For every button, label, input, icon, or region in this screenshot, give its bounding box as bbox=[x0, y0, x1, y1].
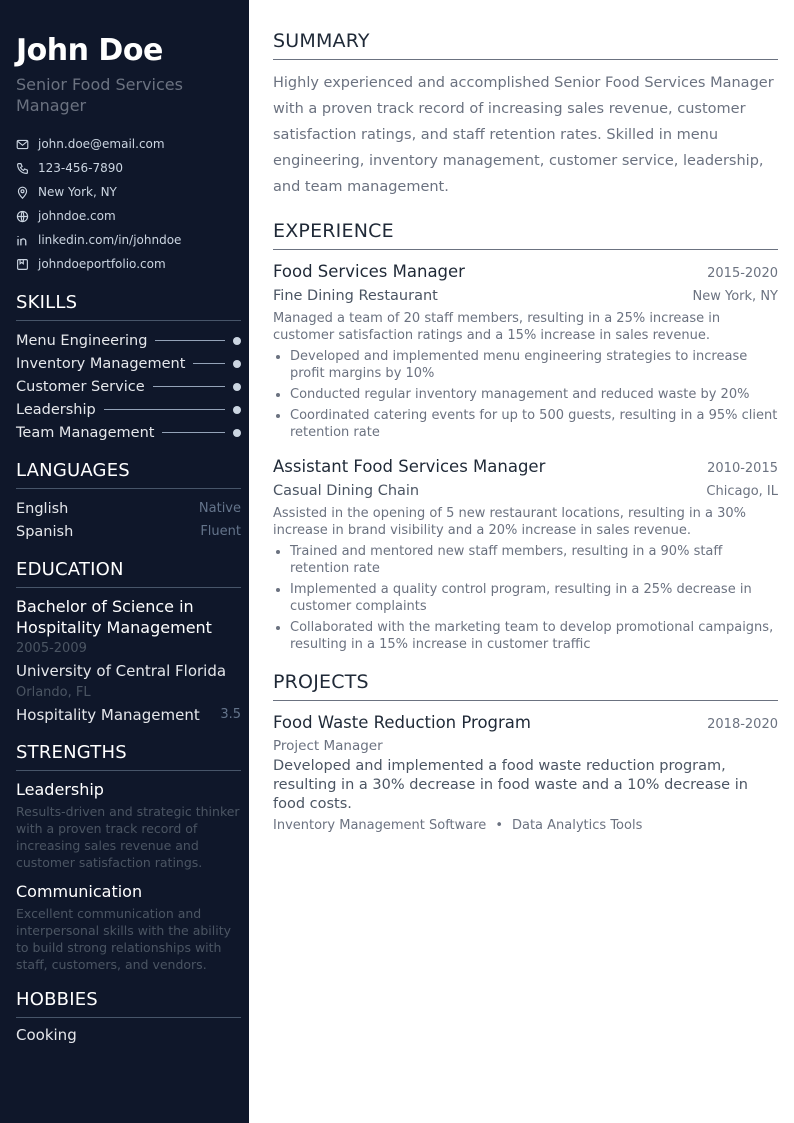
job-bullet: • Conducted regular inventory management and reduced waste by 20% bbox=[290, 386, 778, 403]
language-level: Fluent bbox=[200, 524, 241, 539]
contact-portfolio[interactable] bbox=[16, 252, 241, 276]
job-bullet: • Trained and mentored new staff members, resulting in a 90% staff retention rate bbox=[290, 543, 778, 577]
job-bullet: • Coordinated catering events for up to 500 guests, resulting in a 95% client retention rate bbox=[290, 407, 778, 441]
skill-label: Team Management bbox=[16, 424, 155, 441]
main-content bbox=[249, 0, 794, 1123]
skill-item bbox=[16, 421, 241, 444]
hobby-item: Cooking bbox=[16, 1026, 77, 1044]
strength-title: Leadership bbox=[16, 780, 104, 799]
skill-line bbox=[153, 386, 225, 387]
website-text: johndoe.com bbox=[38, 209, 116, 223]
skill-label: Customer Service bbox=[16, 378, 145, 395]
phone-text: 123-456-7890 bbox=[38, 161, 124, 175]
candidate-name: John Doe bbox=[16, 33, 163, 68]
strengths-heading: STRENGTHS bbox=[16, 742, 241, 771]
contact-linkedin[interactable] bbox=[16, 228, 241, 252]
job-entry bbox=[273, 455, 778, 653]
skills-list bbox=[16, 329, 241, 444]
education-heading: EDUCATION bbox=[16, 559, 241, 588]
education-degree: Bachelor of Science in Hospitality Management bbox=[16, 597, 212, 637]
job-entry bbox=[273, 260, 778, 441]
skill-item bbox=[16, 329, 241, 352]
skill-dot bbox=[233, 429, 241, 437]
skill-item bbox=[16, 352, 241, 375]
map-pin-icon bbox=[16, 186, 29, 199]
project-dates: 2018-2020 bbox=[707, 717, 778, 732]
hobbies-heading: HOBBIES bbox=[16, 989, 241, 1018]
contact-location bbox=[16, 180, 241, 204]
language-item bbox=[16, 520, 241, 543]
education-gpa: 3.5 bbox=[220, 707, 241, 722]
projects-heading: PROJECTS bbox=[273, 671, 778, 701]
job-location: Chicago, IL bbox=[706, 484, 778, 499]
language-item bbox=[16, 497, 241, 520]
job-bullet: • Collaborated with the marketing team to develop promotional campaigns, resulting in a 15% increase in customer traffic bbox=[290, 619, 778, 653]
contact-website[interactable] bbox=[16, 204, 241, 228]
skill-line bbox=[155, 340, 225, 341]
portfolio-text: johndoeportfolio.com bbox=[38, 257, 166, 271]
skill-label: Menu Engineering bbox=[16, 332, 148, 349]
skill-dot bbox=[233, 383, 241, 391]
experience-heading: EXPERIENCE bbox=[273, 220, 778, 250]
job-bullet: • Implemented a quality control program, resulting in a 25% decrease in customer complaints bbox=[290, 581, 778, 615]
job-description: Assisted in the opening of 5 new restaurant locations, resulting in a 30% increase in brand visibility and a 20% increase in sales revenue. bbox=[273, 506, 747, 538]
job-bullets bbox=[273, 348, 778, 441]
education-field-row bbox=[16, 704, 241, 726]
education-school: University of Central Florida bbox=[16, 662, 227, 680]
project-entry bbox=[273, 711, 778, 833]
skill-dot bbox=[233, 337, 241, 345]
skill-label: Inventory Management bbox=[16, 355, 186, 372]
contact-list bbox=[16, 132, 241, 276]
project-title: Food Waste Reduction Program bbox=[273, 713, 531, 732]
job-title: Food Services Manager bbox=[273, 262, 465, 281]
skills-heading: SKILLS bbox=[16, 292, 241, 321]
strength-title: Communication bbox=[16, 882, 143, 901]
email-text: john.doe@email.com bbox=[38, 137, 165, 151]
skill-item bbox=[16, 398, 241, 421]
education-entry bbox=[16, 596, 241, 726]
languages-list bbox=[16, 497, 241, 543]
languages-heading: LANGUAGES bbox=[16, 460, 241, 489]
skill-dot bbox=[233, 406, 241, 414]
job-title: Assistant Food Services Manager bbox=[273, 457, 546, 476]
strength-desc: Excellent communication and interpersonal skills with the ability to build strong relationships with staff, customers, and vendors. bbox=[16, 906, 232, 972]
language-name: English bbox=[16, 500, 69, 517]
skill-line bbox=[104, 409, 225, 410]
job-bullets bbox=[273, 543, 778, 653]
skill-line bbox=[162, 432, 225, 433]
strength-desc: Results-driven and strategic thinker with a proven track record of increasing sales revenue and customer satisfaction ratings. bbox=[16, 804, 240, 870]
candidate-title: Senior Food Services Manager bbox=[16, 75, 183, 115]
education-years: 2005-2009 bbox=[16, 641, 87, 656]
skill-item bbox=[16, 375, 241, 398]
skill-dot bbox=[233, 360, 241, 368]
education-location: Orlando, FL bbox=[16, 685, 91, 700]
job-dates: 2010-2015 bbox=[707, 461, 778, 476]
education-field: Hospitality Management bbox=[16, 706, 200, 724]
tool-separator: • bbox=[495, 818, 503, 833]
strengths-list bbox=[16, 779, 241, 973]
summary-text: Highly experienced and accomplished Senior Food Services Manager with a proven track record of increasing sales revenue, customer satisfaction ratings, and staff retention rates. Skilled in menu engineering, inventory management, customer service, leadership, and team management. bbox=[273, 75, 774, 195]
job-description: Managed a team of 20 staff members, resulting in a 25% increase in customer satisfaction ratings and a 15% increase in sales revenue. bbox=[273, 311, 721, 343]
contact-email[interactable] bbox=[16, 132, 241, 156]
language-name: Spanish bbox=[16, 523, 74, 540]
job-company: Casual Dining Chain bbox=[273, 483, 420, 499]
linkedin-text: linkedin.com/in/johndoe bbox=[38, 233, 182, 247]
job-dates: 2015-2020 bbox=[707, 266, 778, 281]
skill-line bbox=[193, 363, 225, 364]
language-level: Native bbox=[198, 501, 241, 516]
globe-icon bbox=[16, 210, 29, 223]
job-bullet: • Developed and implemented menu engineering strategies to increase profit margins by 10% bbox=[290, 348, 778, 382]
phone-icon bbox=[16, 162, 29, 175]
job-company: Fine Dining Restaurant bbox=[273, 288, 438, 304]
skill-label: Leadership bbox=[16, 401, 96, 418]
portfolio-icon bbox=[16, 258, 29, 271]
location-text: New York, NY bbox=[38, 185, 117, 199]
sidebar bbox=[0, 0, 249, 1123]
contact-phone[interactable] bbox=[16, 156, 241, 180]
project-tool: Data Analytics Tools bbox=[511, 818, 643, 833]
summary-heading: SUMMARY bbox=[273, 30, 778, 60]
project-tools bbox=[273, 818, 778, 833]
job-location: New York, NY bbox=[692, 289, 778, 304]
project-description: Developed and implemented a food waste reduction program, resulting in a 30% decrease in food waste and a 10% decrease in food costs. bbox=[273, 758, 748, 812]
linkedin-icon bbox=[16, 234, 29, 247]
envelope-icon bbox=[16, 138, 29, 151]
project-tool: Inventory Management Software bbox=[273, 818, 487, 833]
project-role: Project Manager bbox=[273, 738, 383, 754]
